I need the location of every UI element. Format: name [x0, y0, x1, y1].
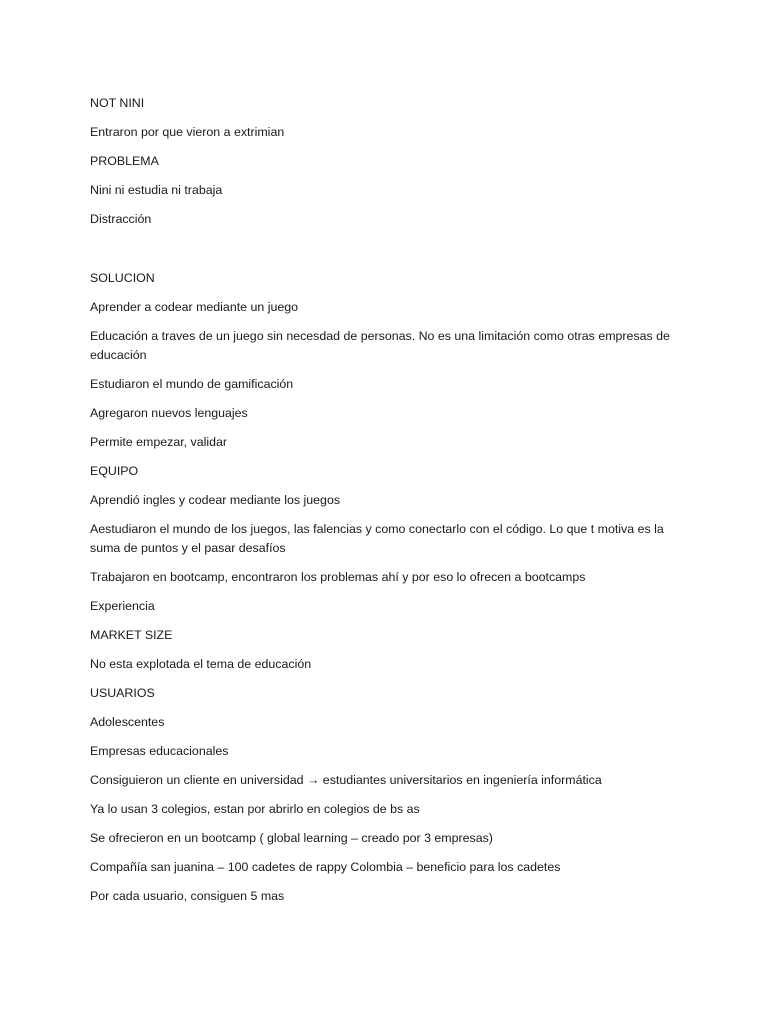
heading-problema: PROBLEMA	[90, 154, 159, 168]
paragraph: Educación a traves de un juego sin necesdad de personas. No es una limitación como otras empresas de educación	[90, 329, 670, 362]
paragraph: Nini ni estudia ni trabaja	[90, 183, 223, 197]
paragraph: No esta explotada el tema de educación	[90, 657, 312, 671]
heading-equipo: EQUIPO	[90, 464, 139, 478]
heading-market-size: MARKET SIZE	[90, 628, 173, 642]
paragraph: Agregaron nuevos lenguajes	[90, 406, 248, 420]
paragraph: Adolescentes	[90, 715, 165, 729]
paragraph: Trabajaron en bootcamp, encontraron los problemas ahí y por eso lo ofrecen a bootcamps	[90, 570, 586, 584]
heading-not-nini: NOT NINI	[90, 96, 145, 110]
paragraph: Se ofrecieron en un bootcamp ( global learning – creado por 3 empresas)	[90, 831, 493, 845]
paragraph: Aprendió ingles y codear mediante los juegos	[90, 493, 341, 507]
paragraph: Permite empezar, validar	[90, 435, 228, 449]
paragraph: Por cada usuario, consiguen 5 mas	[90, 889, 285, 903]
paragraph: Estudiaron el mundo de gamificación	[90, 377, 294, 391]
paragraph: Aprender a codear mediante un juego	[90, 300, 299, 314]
paragraph: Aestudiaron el mundo de los juegos, las falencias y como conectarlo con el código. Lo que t motiva es la suma de puntos y el pasar desafíos	[90, 522, 664, 555]
paragraph: Entraron por que vieron a extrimian	[90, 125, 285, 139]
paragraph: Experiencia	[90, 599, 155, 613]
heading-usuarios: USUARIOS	[90, 686, 155, 700]
paragraph: Compañía san juanina – 100 cadetes de rappy Colombia – beneficio para los cadetes	[90, 860, 561, 874]
document-body	[90, 94, 680, 916]
paragraph: Consiguieron un cliente en universidad → estudiantes universitarios en ingeniería informática	[90, 773, 602, 787]
paragraph: Ya lo usan 3 colegios, estan por abrirlo en colegios de bs as	[90, 802, 420, 816]
paragraph: Empresas educacionales	[90, 744, 229, 758]
paragraph: Distracción	[90, 212, 152, 226]
heading-solucion: SOLUCION	[90, 271, 155, 285]
